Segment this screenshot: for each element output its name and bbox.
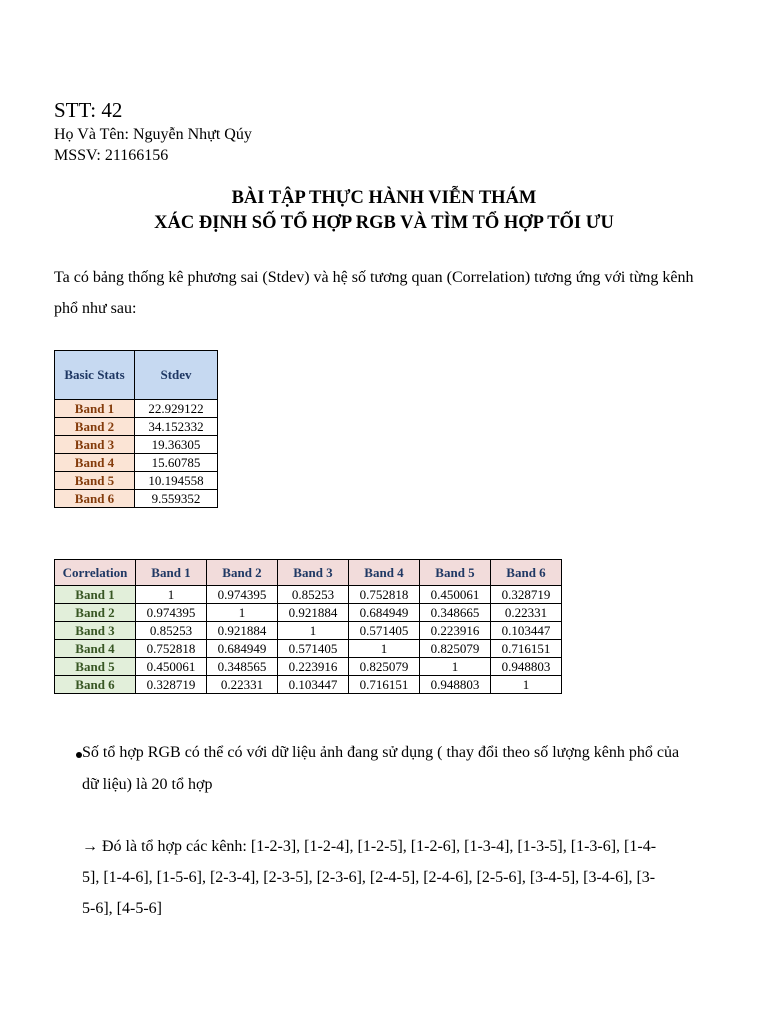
corr-value: 0.103447 (278, 676, 349, 694)
corr-band-label: Band 2 (55, 604, 136, 622)
corr-value: 0.223916 (278, 658, 349, 676)
corr-value: 0.85253 (278, 586, 349, 604)
corr-header-cell: Band 1 (136, 560, 207, 586)
stats-band-label: Band 2 (55, 418, 135, 436)
corr-value: 0.328719 (491, 586, 562, 604)
corr-value: 1 (278, 622, 349, 640)
corr-value: 0.571405 (278, 640, 349, 658)
corr-value: 0.974395 (207, 586, 278, 604)
corr-header-cell: Correlation (55, 560, 136, 586)
stats-band-label: Band 1 (55, 400, 135, 418)
stt-label: STT: 42 (54, 98, 123, 122)
corr-value: 0.328719 (136, 676, 207, 694)
corr-value: 0.103447 (491, 622, 562, 640)
intro-paragraph: Ta có bảng thống kê phương sai (Stdev) và hệ số tương quan (Correlation) tương ứng với từng kênh phổ như sau: (54, 269, 694, 317)
corr-value: 0.825079 (420, 640, 491, 658)
corr-header-cell: Band 4 (349, 560, 420, 586)
stats-value: 9.559352 (135, 490, 218, 508)
title-line-1: BÀI TẬP THỰC HÀNH VIỄN THÁM (231, 188, 537, 208)
corr-row (55, 604, 562, 622)
corr-band-label: Band 1 (55, 586, 136, 604)
corr-value: 0.825079 (349, 658, 420, 676)
correlation-table (54, 559, 562, 694)
stats-value: 10.194558 (135, 472, 218, 490)
stats-band-label: Band 3 (55, 436, 135, 454)
stats-value: 34.152332 (135, 418, 218, 436)
corr-row (55, 658, 562, 676)
student-name: Họ Và Tên: Nguyễn Nhựt Qúy (54, 126, 252, 143)
corr-row (55, 622, 562, 640)
stats-value: 15.60785 (135, 454, 218, 472)
corr-value: 0.716151 (491, 640, 562, 658)
corr-value: 0.948803 (491, 658, 562, 676)
stats-row (55, 472, 218, 490)
corr-value: 0.571405 (349, 622, 420, 640)
corr-value: 0.223916 (420, 622, 491, 640)
corr-value: 0.85253 (136, 622, 207, 640)
stats-header-cell: Basic Stats (55, 351, 135, 400)
stats-row (55, 490, 218, 508)
corr-header-cell: Band 3 (278, 560, 349, 586)
corr-band-label: Band 5 (55, 658, 136, 676)
corr-value: 0.348665 (420, 604, 491, 622)
corr-row (55, 640, 562, 658)
stats-row (55, 436, 218, 454)
stats-header-cell: Stdev (135, 351, 218, 400)
corr-value: 0.684949 (207, 640, 278, 658)
corr-value: 1 (420, 658, 491, 676)
corr-row (55, 586, 562, 604)
corr-header-cell: Band 2 (207, 560, 278, 586)
combinations-paragraph: → Đó là tổ hợp các kênh: [1-2-3], [1-2-4], [1-2-5], [1-2-6], [1-3-4], [1-3-5], [1-3-6], [1-4-5], [1-4-6], [1-5-6], [2-3-4], [2-3-5], [2-3-6], [2-4-5], [2-4-6], [2-5-6], [3-4-5], [3-4-6], [3-5-6], [4-5-6] (82, 838, 657, 917)
corr-value: 0.921884 (278, 604, 349, 622)
corr-value: 0.948803 (420, 676, 491, 694)
bullet-paragraph: Số tổ hợp RGB có thể có với dữ liệu ảnh đang sử dụng ( thay đổi theo số lượng kênh phổ của dữ liệu) là 20 tổ hợp (82, 744, 680, 793)
corr-value: 0.716151 (349, 676, 420, 694)
corr-value: 0.752818 (349, 586, 420, 604)
corr-band-label: Band 3 (55, 622, 136, 640)
stats-row (55, 400, 218, 418)
corr-value: 0.22331 (207, 676, 278, 694)
corr-band-label: Band 6 (55, 676, 136, 694)
corr-header-cell: Band 5 (420, 560, 491, 586)
corr-value: 0.752818 (136, 640, 207, 658)
stats-row (55, 418, 218, 436)
corr-value: 1 (349, 640, 420, 658)
stats-band-label: Band 5 (55, 472, 135, 490)
corr-value: 0.348565 (207, 658, 278, 676)
corr-value: 0.974395 (136, 604, 207, 622)
corr-value: 1 (491, 676, 562, 694)
corr-value: 0.22331 (491, 604, 562, 622)
corr-value: 0.450061 (136, 658, 207, 676)
corr-row (55, 676, 562, 694)
corr-value: 1 (207, 604, 278, 622)
corr-value: 0.921884 (207, 622, 278, 640)
corr-value: 1 (136, 586, 207, 604)
stdev-table (54, 350, 218, 508)
corr-header-cell: Band 6 (491, 560, 562, 586)
corr-band-label: Band 4 (55, 640, 136, 658)
title-line-2: XÁC ĐỊNH SỐ TỔ HỢP RGB VÀ TÌM TỔ HỢP TỐI ƯU (154, 213, 614, 233)
stats-value: 22.929122 (135, 400, 218, 418)
corr-value: 0.450061 (420, 586, 491, 604)
stats-row (55, 454, 218, 472)
corr-value: 0.684949 (349, 604, 420, 622)
stats-value: 19.36305 (135, 436, 218, 454)
stats-band-label: Band 6 (55, 490, 135, 508)
student-id: MSSV: 21166156 (54, 147, 169, 164)
stats-band-label: Band 4 (55, 454, 135, 472)
